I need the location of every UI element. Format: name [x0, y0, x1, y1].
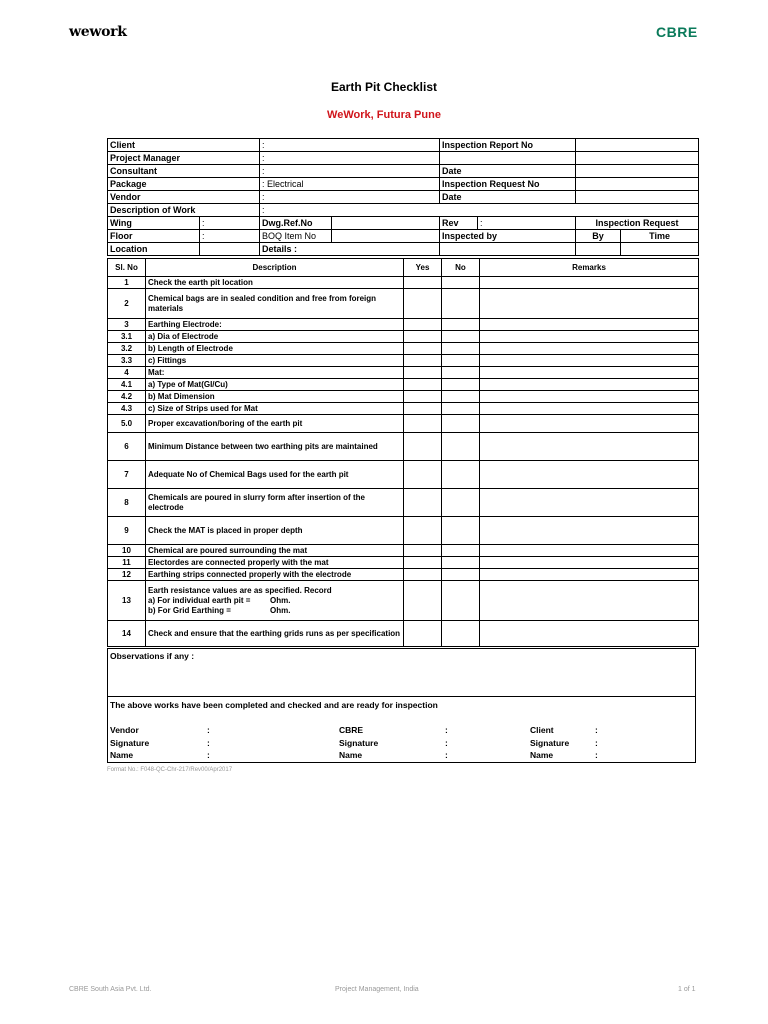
footer-company: CBRE South Asia Pvt. Ltd.: [69, 986, 152, 993]
yes-cell[interactable]: [404, 545, 442, 557]
item-no: 13: [108, 581, 146, 621]
remarks-cell[interactable]: [480, 621, 699, 647]
desc-work-value: :: [260, 204, 699, 217]
item-desc: b) Length of Electrode: [146, 343, 404, 355]
info-table: [107, 138, 699, 256]
item-no: 4.2: [108, 391, 146, 403]
client-signature-label: Signature: [530, 738, 570, 748]
remarks-cell[interactable]: [480, 391, 699, 403]
col-description: Description: [146, 259, 404, 277]
line-label: a) For individual earth pit =: [148, 595, 251, 605]
colon: :: [207, 750, 210, 760]
col-no: No: [442, 259, 480, 277]
footer-page-number: 1 of 1: [678, 986, 696, 993]
item-desc: Chemicals are poured in slurry form after insertion of the electrode: [146, 489, 404, 517]
empty-cell: [576, 152, 699, 165]
floor-label: Floor: [108, 230, 200, 243]
observations-box[interactable]: [107, 648, 696, 697]
no-cell[interactable]: [442, 545, 480, 557]
table-row: [108, 569, 699, 581]
yes-cell[interactable]: [404, 433, 442, 461]
vendor-label: Vendor: [108, 191, 260, 204]
colon: :: [595, 750, 598, 760]
yes-cell[interactable]: [404, 557, 442, 569]
vendor-value: :: [260, 191, 440, 204]
item-no: 2: [108, 289, 146, 319]
remarks-cell[interactable]: [480, 355, 699, 367]
item-no: 4.1: [108, 379, 146, 391]
no-cell[interactable]: [442, 557, 480, 569]
unit-label: Ohm.: [270, 605, 291, 615]
vendor-name-label: Name: [110, 750, 134, 760]
info-row: [108, 178, 699, 191]
desc-work-label: Description of Work: [108, 204, 260, 217]
table-row: [108, 331, 699, 343]
no-cell[interactable]: [442, 489, 480, 517]
table-row: [108, 621, 699, 647]
yes-cell[interactable]: [404, 343, 442, 355]
table-row: [108, 545, 699, 557]
inspection-report-value: [576, 139, 699, 152]
item-desc: a) Dia of Electrode: [146, 331, 404, 343]
no-cell[interactable]: [442, 415, 480, 433]
table-row: [108, 367, 699, 379]
table-row: [108, 461, 699, 489]
remarks-cell[interactable]: [480, 343, 699, 355]
item-desc-line: Earth resistance values are as specified. Record: [148, 585, 332, 595]
footer-department: Project Management, India: [335, 986, 419, 993]
ready-statement: The above works have been completed and checked and are ready for inspection: [110, 700, 438, 710]
date2-value: [576, 191, 699, 204]
no-cell[interactable]: [442, 331, 480, 343]
item-desc: Proper excavation/boring of the earth pit: [146, 415, 404, 433]
location-value: [200, 243, 260, 256]
colon: :: [207, 725, 210, 735]
wing-value: :: [200, 217, 260, 230]
table-row: [108, 403, 699, 415]
rev-label: Rev: [440, 217, 478, 230]
inspection-request-value: [576, 178, 699, 191]
client-value: :: [260, 139, 440, 152]
empty-cell: [440, 152, 576, 165]
no-cell[interactable]: [442, 461, 480, 489]
info-row: [108, 243, 699, 256]
pm-value: :: [260, 152, 440, 165]
yes-cell[interactable]: [404, 621, 442, 647]
remarks-cell[interactable]: [480, 289, 699, 319]
no-cell[interactable]: [442, 379, 480, 391]
col-remarks: Remarks: [480, 259, 699, 277]
by-value: [576, 243, 621, 256]
yes-cell[interactable]: [404, 319, 442, 331]
observations-label: Observations if any :: [110, 651, 195, 661]
package-label: Package: [108, 178, 260, 191]
item-no: 10: [108, 545, 146, 557]
info-row: [108, 139, 699, 152]
item-no: 1: [108, 277, 146, 289]
details-label: Details :: [260, 243, 440, 256]
table-row: [108, 557, 699, 569]
item-no: 3.1: [108, 331, 146, 343]
table-row: [108, 391, 699, 403]
info-row: [108, 204, 699, 217]
yes-cell[interactable]: [404, 367, 442, 379]
dwg-label: Dwg.Ref.No: [260, 217, 332, 230]
by-label: By: [576, 230, 621, 243]
no-cell[interactable]: [442, 343, 480, 355]
item-desc: Mat:: [146, 367, 404, 379]
client-label: Client: [530, 725, 554, 735]
time-label: Time: [621, 230, 699, 243]
info-row: [108, 165, 699, 178]
remarks-cell[interactable]: [480, 581, 699, 621]
yes-cell[interactable]: [404, 355, 442, 367]
table-row: [108, 343, 699, 355]
yes-cell[interactable]: [404, 415, 442, 433]
cbre-label: CBRE: [339, 725, 364, 735]
remarks-cell[interactable]: [480, 367, 699, 379]
yes-cell[interactable]: [404, 517, 442, 545]
item-desc: b) Mat Dimension: [146, 391, 404, 403]
remarks-cell[interactable]: [480, 545, 699, 557]
wing-label: Wing: [108, 217, 200, 230]
item-no: 4.3: [108, 403, 146, 415]
consultant-value: :: [260, 165, 440, 178]
page-subtitle: WeWork, Futura Pune: [327, 109, 441, 121]
item-desc: Chemical bags are in sealed condition and free from foreign materials: [146, 289, 404, 319]
item-no: 14: [108, 621, 146, 647]
yes-cell[interactable]: [404, 403, 442, 415]
dwg-value: [332, 217, 440, 230]
cbre-name-label: Name: [339, 750, 363, 760]
client-label: Client: [108, 139, 260, 152]
item-desc: Electordes are connected properly with the mat: [146, 557, 404, 569]
no-cell[interactable]: [442, 391, 480, 403]
no-cell[interactable]: [442, 289, 480, 319]
no-cell[interactable]: [442, 517, 480, 545]
yes-cell[interactable]: [404, 391, 442, 403]
col-slno: Sl. No: [108, 259, 146, 277]
item-no: 4: [108, 367, 146, 379]
client-name-label: Name: [530, 750, 554, 760]
boq-value: [332, 230, 440, 243]
vendor-label: Vendor: [110, 725, 139, 735]
page-title: Earth Pit Checklist: [330, 80, 438, 94]
item-no: 8: [108, 489, 146, 517]
remarks-cell[interactable]: [480, 415, 699, 433]
inspected-by-label: Inspected by: [440, 230, 576, 243]
remarks-cell[interactable]: [480, 557, 699, 569]
col-yes: Yes: [404, 259, 442, 277]
table-row: [108, 433, 699, 461]
remarks-cell[interactable]: [480, 403, 699, 415]
item-desc: Earthing Electrode:: [146, 319, 404, 331]
table-row: [108, 415, 699, 433]
item-no: 9: [108, 517, 146, 545]
consultant-label: Consultant: [108, 165, 260, 178]
item-no: 11: [108, 557, 146, 569]
remarks-cell[interactable]: [480, 569, 699, 581]
table-row: [108, 277, 699, 289]
empty-cell: [440, 243, 576, 256]
item-desc: Earthing strips connected properly with the electrode: [146, 569, 404, 581]
time-value: [621, 243, 699, 256]
item-no: 12: [108, 569, 146, 581]
table-row: [108, 355, 699, 367]
no-cell[interactable]: [442, 581, 480, 621]
colon: :: [207, 738, 210, 748]
pm-label: Project Manager: [108, 152, 260, 165]
item-desc: Adequate No of Chemical Bags used for the earth pit: [146, 461, 404, 489]
cbre-logo: CBRE: [656, 24, 698, 40]
colon: :: [445, 750, 448, 760]
remarks-cell[interactable]: [480, 331, 699, 343]
info-row: [108, 230, 699, 243]
item-no: 3: [108, 319, 146, 331]
no-cell[interactable]: [442, 403, 480, 415]
inspection-report-label: Inspection Report No: [440, 139, 576, 152]
format-number: Format No.: F048-QC-Chr-217/Rev00/Apr2017: [107, 767, 233, 773]
checklist-header-row: [108, 259, 699, 277]
remarks-cell[interactable]: [480, 433, 699, 461]
item-no: 7: [108, 461, 146, 489]
item-desc: Chemical are poured surrounding the mat: [146, 545, 404, 557]
location-label: Location: [108, 243, 200, 256]
date-label: Date: [440, 165, 576, 178]
item-desc-line: [148, 596, 401, 606]
info-row: [108, 152, 699, 165]
item-desc: a) Type of Mat(GI/Cu): [146, 379, 404, 391]
item-no: 3.2: [108, 343, 146, 355]
no-cell[interactable]: [442, 355, 480, 367]
item-desc: Check the earth pit location: [146, 277, 404, 289]
remarks-cell[interactable]: [480, 319, 699, 331]
yes-cell[interactable]: [404, 289, 442, 319]
colon: :: [445, 738, 448, 748]
inspection-request-label: Inspection Request No: [440, 178, 576, 191]
yes-cell[interactable]: [404, 331, 442, 343]
floor-value: :: [200, 230, 260, 243]
package-value: : Electrical: [260, 178, 440, 191]
rev-value: :: [478, 217, 576, 230]
table-row: [108, 289, 699, 319]
signature-section: [107, 697, 696, 763]
colon: :: [445, 725, 448, 735]
item-no: 5.0: [108, 415, 146, 433]
yes-cell[interactable]: [404, 277, 442, 289]
boq-label: BOQ Item No: [260, 230, 332, 243]
cbre-signature-label: Signature: [339, 738, 379, 748]
table-row: [108, 319, 699, 331]
inspection-request-header: Inspection Request: [576, 217, 699, 230]
line-label: b) For Grid Earthing =: [148, 605, 231, 615]
no-cell[interactable]: [442, 621, 480, 647]
checklist-table: [107, 258, 699, 647]
no-cell[interactable]: [442, 277, 480, 289]
yes-cell[interactable]: [404, 569, 442, 581]
remarks-cell[interactable]: [480, 517, 699, 545]
vendor-signature-label: Signature: [110, 738, 150, 748]
remarks-cell[interactable]: [480, 277, 699, 289]
table-row: [108, 379, 699, 391]
no-cell[interactable]: [442, 367, 480, 379]
item-desc: c) Size of Strips used for Mat: [146, 403, 404, 415]
item-desc: Check and ensure that the earthing grids runs as per specification: [146, 621, 404, 647]
no-cell[interactable]: [442, 569, 480, 581]
yes-cell[interactable]: [404, 379, 442, 391]
item-desc: Minimum Distance between two earthing pits are maintained: [146, 433, 404, 461]
table-row: [108, 489, 699, 517]
yes-cell[interactable]: [404, 581, 442, 621]
wework-logo: wework: [69, 24, 127, 40]
yes-cell[interactable]: [404, 489, 442, 517]
table-row: [108, 581, 699, 621]
item-no: 3.3: [108, 355, 146, 367]
remarks-cell[interactable]: [480, 489, 699, 517]
item-no: 6: [108, 433, 146, 461]
no-cell[interactable]: [442, 433, 480, 461]
item-desc: Check the MAT is placed in proper depth: [146, 517, 404, 545]
remarks-cell[interactable]: [480, 461, 699, 489]
table-row: [108, 517, 699, 545]
unit-label: Ohm.: [270, 595, 291, 605]
no-cell[interactable]: [442, 319, 480, 331]
date2-label: Date: [440, 191, 576, 204]
remarks-cell[interactable]: [480, 379, 699, 391]
item-desc: [146, 581, 404, 621]
colon: :: [595, 738, 598, 748]
yes-cell[interactable]: [404, 461, 442, 489]
info-row: [108, 217, 699, 230]
info-row: [108, 191, 699, 204]
item-desc: c) Fittings: [146, 355, 404, 367]
date-value: [576, 165, 699, 178]
colon: :: [595, 725, 598, 735]
item-desc-line: [148, 606, 401, 616]
